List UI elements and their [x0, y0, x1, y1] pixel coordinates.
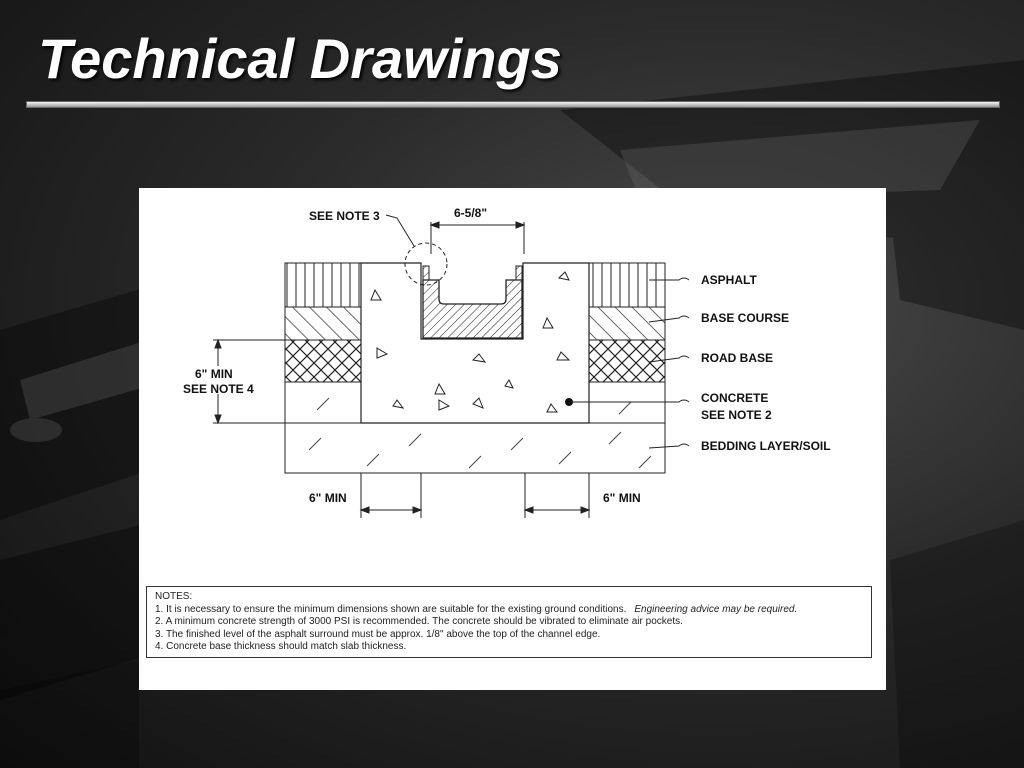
label-min-right: 6" MIN	[603, 491, 641, 505]
note-1-text: 1. It is necessary to ensure the minimum dimensions shown are suitable for the existing ground conditions.	[155, 603, 627, 615]
note-1	[155, 604, 863, 617]
technical-drawing-panel	[139, 188, 886, 690]
note-3: 3. The finished level of the asphalt surround must be approx. 1/8" above the top of the channel edge.	[155, 628, 601, 640]
note3-leader	[386, 215, 414, 246]
label-see-note-3: SEE NOTE 3	[309, 209, 380, 223]
title-divider	[26, 101, 1000, 108]
channel-width-dimension	[431, 222, 524, 254]
channel-edge-left	[423, 266, 429, 280]
base-course-layer-right	[589, 307, 665, 340]
label-base-course: BASE COURSE	[701, 311, 790, 325]
slide-title: Technical Drawings	[38, 27, 562, 90]
asphalt-layer-right	[589, 263, 665, 307]
soil-layer-left	[285, 382, 361, 423]
label-min-left: 6" MIN	[309, 491, 347, 505]
label-road-base: ROAD BASE	[701, 351, 774, 365]
concrete-surround	[361, 263, 589, 423]
drainage-channel	[423, 280, 522, 338]
label-min-depth: 6" MIN	[195, 367, 233, 381]
bedding-layer	[285, 423, 665, 473]
note-2: 2. A minimum concrete strength of 3000 PSI is recommended. The concrete should be vibrated to eliminate air pockets.	[155, 616, 683, 627]
bottom-min-dimensions	[361, 473, 589, 518]
note-4: 4. Concrete base thickness should match slab thickness.	[155, 641, 407, 652]
base-course-layer-left	[285, 307, 361, 340]
asphalt-layer-left	[285, 263, 361, 307]
label-see-note-2: SEE NOTE 2	[701, 408, 772, 422]
note-1-emphasis: Engineering advice may be required.	[634, 603, 798, 615]
notes-box	[146, 586, 872, 658]
road-base-layer-left	[285, 340, 361, 382]
channel-edge-right	[516, 266, 522, 280]
label-asphalt: ASPHALT	[701, 273, 757, 287]
label-see-note-4: SEE NOTE 4	[183, 382, 254, 396]
label-concrete: CONCRETE	[701, 391, 769, 405]
notes-heading: NOTES:	[155, 591, 193, 602]
label-bedding-layer: BEDDING LAYER/SOIL	[701, 439, 831, 453]
label-channel-width: 6-5/8"	[454, 206, 488, 220]
concrete-callout-dot	[565, 398, 573, 406]
